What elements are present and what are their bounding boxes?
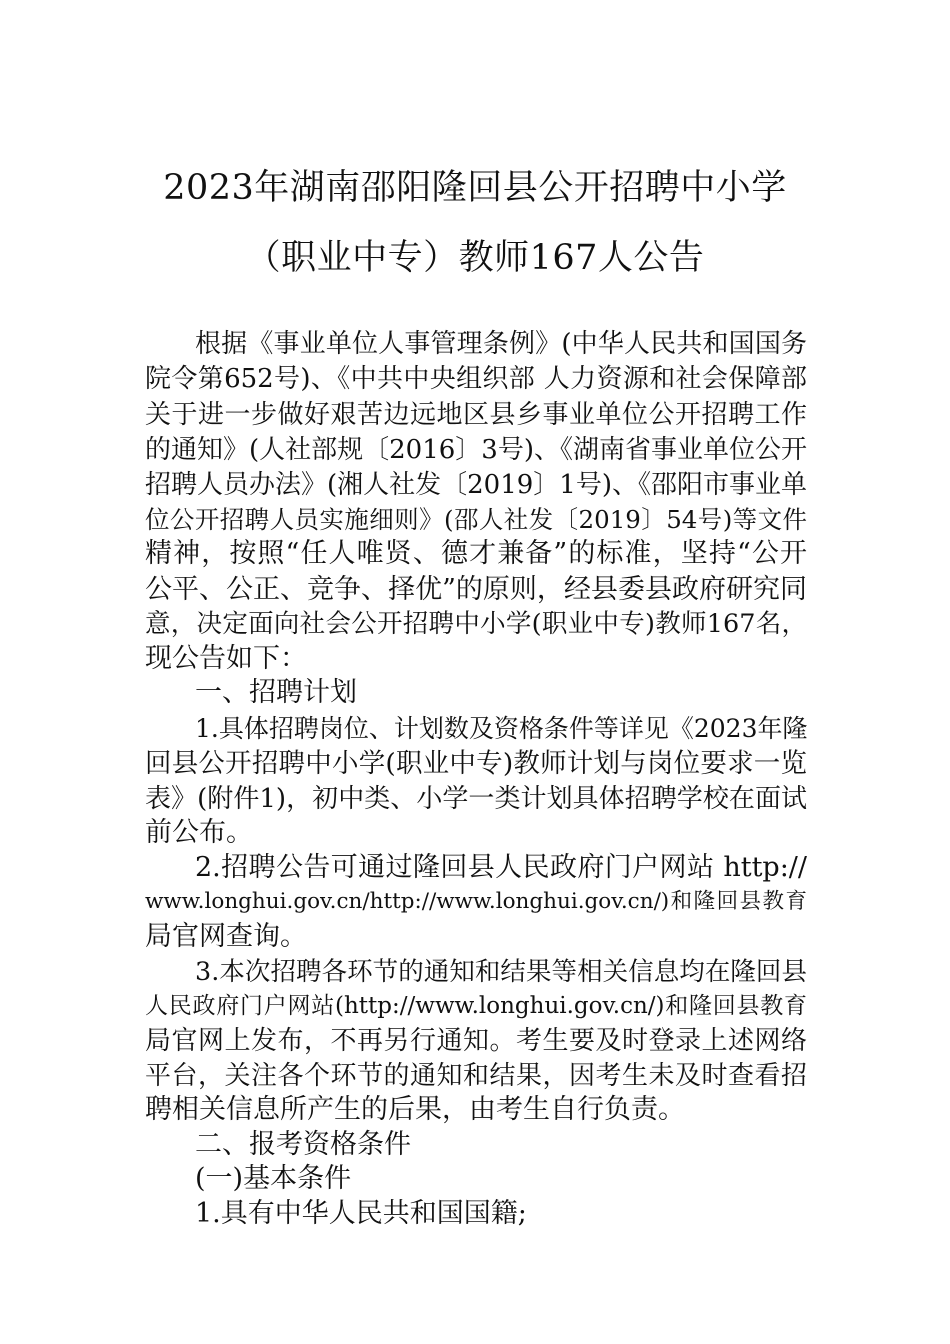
body-line: 的通知》(人社部规〔2016〕3号)、《湖南省事业单位公开	[145, 435, 807, 465]
body-line: 精神，按照“任人唯贤、德才兼备”的标准，坚持“公开	[145, 538, 807, 569]
body-line: 局官网查询。	[145, 921, 307, 952]
body-line: 1.具体招聘岗位、计划数及资格条件等详见《2023年隆	[195, 714, 808, 743]
body-line: 回县公开招聘中小学(职业中专)教师计划与岗位要求一览	[145, 748, 807, 779]
body-line: 意，决定面向社会公开招聘中小学(职业中专)教师167名，	[145, 609, 807, 639]
body-line: 前公布。	[145, 817, 253, 848]
body-line: 关于进一步做好艰苦边远地区县乡事业单位公开招聘工作	[145, 400, 807, 430]
body-line: 公平、公正、竞争、择优”的原则，经县委县政府研究同	[145, 574, 807, 605]
body-line: 位公开招聘人员实施细则》(邵人社发〔2019〕54号)等文件	[145, 505, 807, 534]
body-line: 人民政府门户网站(http://www.longhui.gov.cn/)和隆回县教育	[145, 993, 807, 1019]
subsection-heading: (一)基本条件	[195, 1163, 352, 1194]
body-line: 招聘人员办法》(湘人社发〔2019〕1号)、《邵阳市事业单	[145, 470, 807, 500]
body-line: 院令第652号)、《中共中央组织部 人力资源和社会保障部	[145, 364, 807, 394]
body-line: 现公告如下：	[145, 643, 307, 674]
body-line: 平台，关注各个环节的通知和结果，因考生未及时查看招	[145, 1061, 807, 1091]
title-line-1: 2023年湖南邵阳隆回县公开招聘中小学	[163, 168, 787, 208]
section-heading: 一、招聘计划	[195, 677, 357, 708]
body-line: 3.本次招聘各环节的通知和结果等相关信息均在隆回县	[195, 957, 807, 987]
body-line: 根据《事业单位人事管理条例》(中华人民共和国国务	[195, 329, 807, 359]
body-line: 1.具有中华人民共和国国籍;	[195, 1198, 527, 1229]
body-line: 聘相关信息所产生的后果，由考生自行负责。	[145, 1094, 685, 1125]
body-line: 2.招聘公告可通过隆回县人民政府门户网站 http://	[195, 852, 807, 883]
section-heading: 二、报考资格条件	[195, 1129, 411, 1160]
body-line: 表》(附件1)，初中类、小学一类计划具体招聘学校在面试	[145, 784, 807, 814]
body-line: www.longhui.gov.cn/http://www.longhui.gov.cn/)和隆回县教育	[145, 889, 807, 914]
body-line: 局官网上发布，不再另行通知。考生要及时登录上述网络	[145, 1026, 807, 1056]
title-line-2: （职业中专）教师167人公告	[245, 238, 705, 278]
